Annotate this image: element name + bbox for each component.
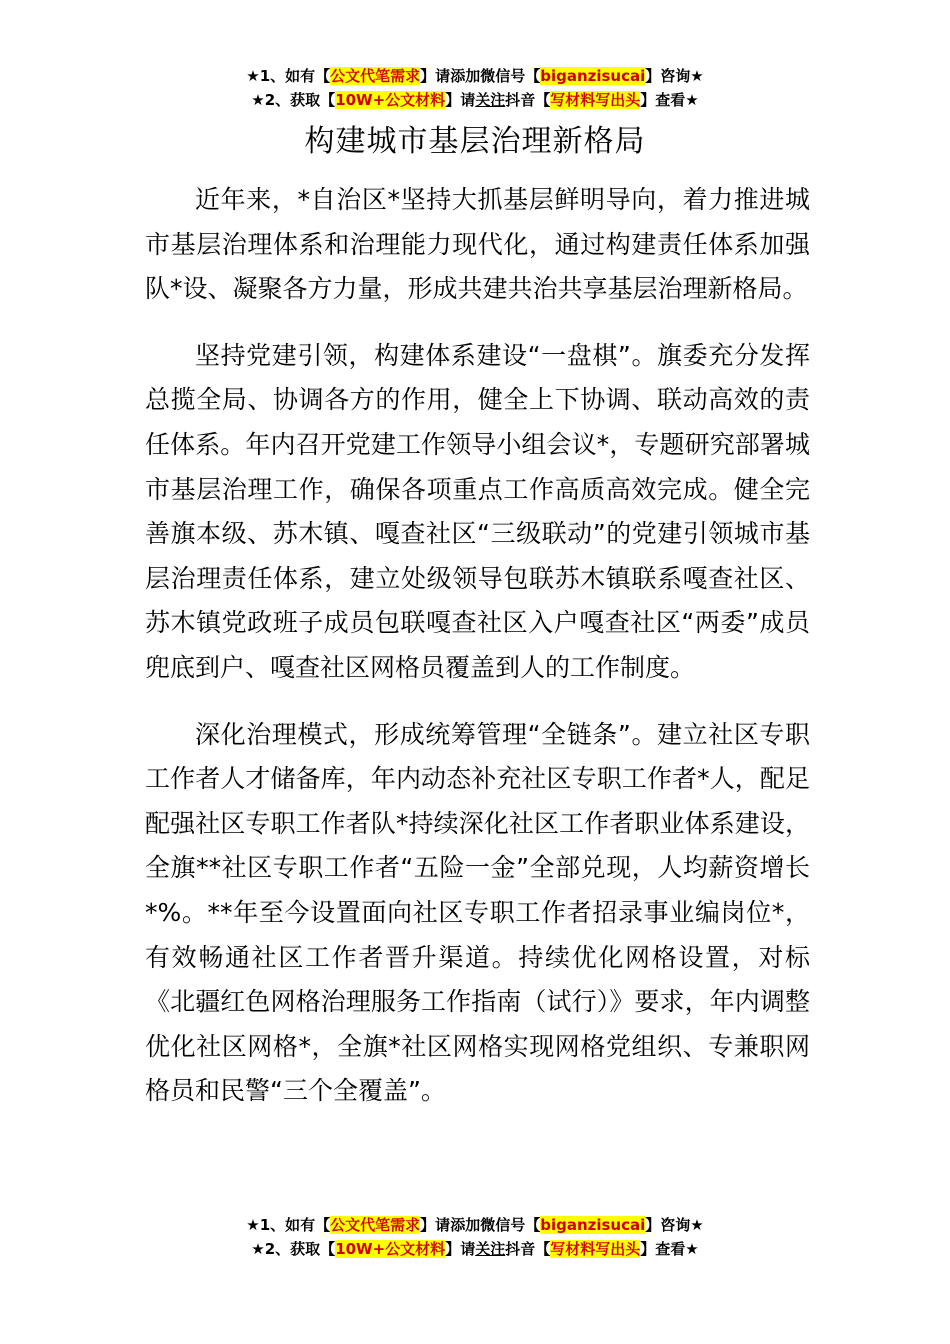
banner-highlight: 公文代笔需求 <box>330 1216 421 1234</box>
banner-line-2 <box>0 88 950 112</box>
banner-highlight: 写材料写出头 <box>550 1240 641 1258</box>
banner-emphasis: 添加 <box>450 67 481 85</box>
banner-highlight: biganzisucai <box>540 67 646 85</box>
banner-text: 】请 <box>420 67 451 85</box>
banner-highlight: 10W+公文材料 <box>335 1240 446 1258</box>
banner-text: 】咨询★ <box>645 67 704 85</box>
banner-text: ★1、如有【 <box>246 1216 331 1234</box>
document-body <box>145 178 810 1136</box>
banner-text: 微信号【 <box>480 1216 541 1234</box>
banner-line-1 <box>0 1213 950 1237</box>
banner-line-1 <box>0 64 950 88</box>
banner-emphasis: 关注 <box>475 91 506 109</box>
banner-highlight: biganzisucai <box>540 1216 646 1234</box>
promo-banner-top <box>0 64 950 112</box>
banner-highlight: 写材料写出头 <box>550 91 641 109</box>
banner-line-2 <box>0 1237 950 1261</box>
banner-text: 抖音【 <box>505 91 551 109</box>
banner-text: ★1、如有【 <box>246 67 331 85</box>
banner-highlight: 公文代笔需求 <box>330 67 421 85</box>
banner-text: 微信号【 <box>480 67 541 85</box>
banner-text: 】请 <box>420 1216 451 1234</box>
banner-text: 】查看★ <box>640 1240 699 1258</box>
banner-text: 】请 <box>445 1240 476 1258</box>
banner-text: 】请 <box>445 91 476 109</box>
promo-banner-bottom <box>0 1213 950 1261</box>
paragraph-governance-model: 深化治理模式，形成统筹管理“全链条”。建立社区专职工作者人才储备库，年内动态补充社区专职工作者*人，配足配强社区专职工作者队*持续深化社区工作者职业体系建设，全旗**社区专职工作者“五险一金”全部兑现，人均薪资增长*%。**年至今设置面向社区专职工作者招录事业编岗位*，有效畅通社区工作者晋升渠道。持续优化网格设置，对标《北疆红色网格治理服务工作指南（试行）》要求，年内调整优化社区网格*，全旗*社区网格实现网格党组织、专兼职网格员和民警“三个全覆盖”。 <box>145 719 810 1106</box>
banner-emphasis: 添加 <box>450 1216 481 1234</box>
banner-text: ★2、获取【 <box>251 91 336 109</box>
banner-text: ★2、获取【 <box>251 1240 336 1258</box>
banner-emphasis: 关注 <box>475 1240 506 1258</box>
banner-highlight: 10W+公文材料 <box>335 91 446 109</box>
banner-text: 】查看★ <box>640 91 699 109</box>
banner-text: 抖音【 <box>505 1240 551 1258</box>
paragraph-party-building: 坚持党建引领，构建体系建设“一盘棋”。旗委充分发挥总揽全局、协调各方的作用，健全上下协调、联动高效的责任体系。年内召开党建工作领导小组会议*，专题研究部署城市基层治理工作，确保各项重点工作高质高效完成。健全完善旗本级、苏木镇、嘎查社区“三级联动”的党建引领城市基层治理责任体系，建立处级领导包联苏木镇联系嘎查社区、苏木镇党政班子成员包联嘎查社区入户嘎查社区“两委”成员兜底到户、嘎查社区网格员覆盖到人的工作制度。 <box>145 340 810 682</box>
document-title: 构建城市基层治理新格局 <box>304 124 646 159</box>
banner-text: 】咨询★ <box>645 1216 704 1234</box>
paragraph-intro: 近年来，*自治区*坚持大抓基层鲜明导向，着力推进城市基层治理体系和治理能力现代化，通过构建责任体系加强队*设、凝聚各方力量，形成共建共治共享基层治理新格局。 <box>145 185 810 304</box>
